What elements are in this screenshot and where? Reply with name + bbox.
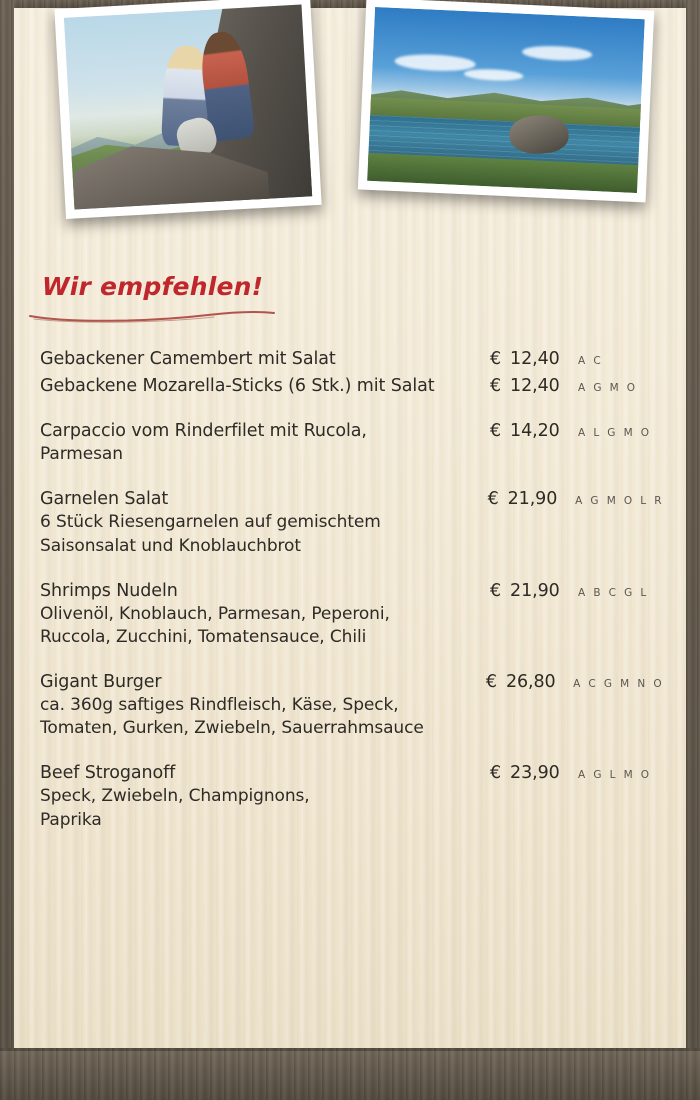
price-value: 12,40 <box>510 349 560 369</box>
menu-item-row <box>40 348 664 371</box>
menu-item-description: Speck, Zwiebeln, Champignons, Paprika <box>40 786 310 830</box>
menu-item <box>40 348 664 371</box>
menu-item-name: Gigant Burger <box>40 672 162 693</box>
menu-item <box>40 671 664 740</box>
menu-item-row <box>40 671 664 694</box>
menu-item-allergens: A B C G L <box>578 586 649 599</box>
price-value: 23,90 <box>510 763 560 784</box>
price-value: 21,90 <box>507 489 558 510</box>
menu-item-description: ca. 360g saftiges Rindfleisch, Käse, Speck, Tomaten, Gurken, Zwiebeln, Sauerrahmsauce <box>40 695 424 739</box>
menu-item-description: Olivenöl, Knoblauch, Parmesan, Peperoni, Ruccola, Zucchini, Tomatensauce, Chili <box>40 603 390 647</box>
currency-symbol: € <box>490 763 502 784</box>
photo-hikers <box>54 0 321 219</box>
menu-item-name: Gebackener Camembert mit Salat <box>40 349 336 369</box>
currency-symbol: € <box>490 376 502 397</box>
menu-item-price <box>490 763 578 783</box>
currency-symbol: € <box>490 580 502 601</box>
menu-item-name: Beef Stroganoff <box>40 763 176 784</box>
menu-item-row <box>40 420 664 443</box>
wood-frame-bottom <box>0 1048 700 1100</box>
menu-item <box>40 488 664 557</box>
photo-hikers-image <box>64 5 312 210</box>
menu-item-price <box>486 672 573 692</box>
price-value: 21,90 <box>510 580 560 601</box>
menu-item-row <box>40 375 664 398</box>
menu-item-description: 6 Stück Riesengarnelen auf gemischtem Saisonsalat und Knoblauchbrot <box>40 512 381 556</box>
menu-item <box>40 375 664 398</box>
menu-item-allergens: A G L M O <box>578 769 652 782</box>
photo-lake <box>358 0 654 202</box>
wood-frame-left <box>0 0 14 1100</box>
menu-item-price <box>490 376 578 396</box>
menu-item <box>40 762 664 831</box>
wood-frame-right <box>686 0 700 1100</box>
menu-item-allergens: A G M O <box>578 382 638 395</box>
menu-item-row <box>40 488 664 511</box>
menu-item-price <box>490 421 578 441</box>
menu-list <box>40 348 664 854</box>
menu-item-name: Carpaccio vom Rinderfilet mit Rucola, <box>40 421 367 442</box>
menu-item-description: Parmesan <box>40 444 123 465</box>
menu-item <box>40 580 664 649</box>
menu-item-name: Garnelen Salat <box>40 489 169 510</box>
page-title: Wir empfehlen! <box>42 272 264 301</box>
currency-symbol: € <box>490 349 502 369</box>
currency-symbol: € <box>487 489 499 510</box>
menu-item-allergens: A G M O L R <box>575 495 664 508</box>
menu-item <box>40 420 664 466</box>
menu-item-allergens: A C G M N O <box>573 678 664 691</box>
menu-item-row <box>40 580 664 603</box>
currency-symbol: € <box>485 672 497 693</box>
menu-item-name: Shrimps Nudeln <box>40 580 178 601</box>
menu-item-price <box>490 349 578 369</box>
menu-item-row <box>40 762 664 785</box>
currency-symbol: € <box>490 421 502 442</box>
price-value: 14,20 <box>510 421 560 442</box>
menu-item-name: Gebackene Mozarella-Sticks (6 Stk.) mit Salat <box>40 376 435 397</box>
photo-lake-image <box>367 7 645 193</box>
menu-item-allergens: A L G M O <box>578 427 652 440</box>
price-value: 12,40 <box>510 376 560 397</box>
menu-item-allergens: A C <box>578 355 604 367</box>
menu-item-price <box>488 489 576 509</box>
heading-underline-flourish <box>28 308 278 324</box>
menu-item-price <box>490 581 578 601</box>
price-value: 26,80 <box>505 672 556 693</box>
